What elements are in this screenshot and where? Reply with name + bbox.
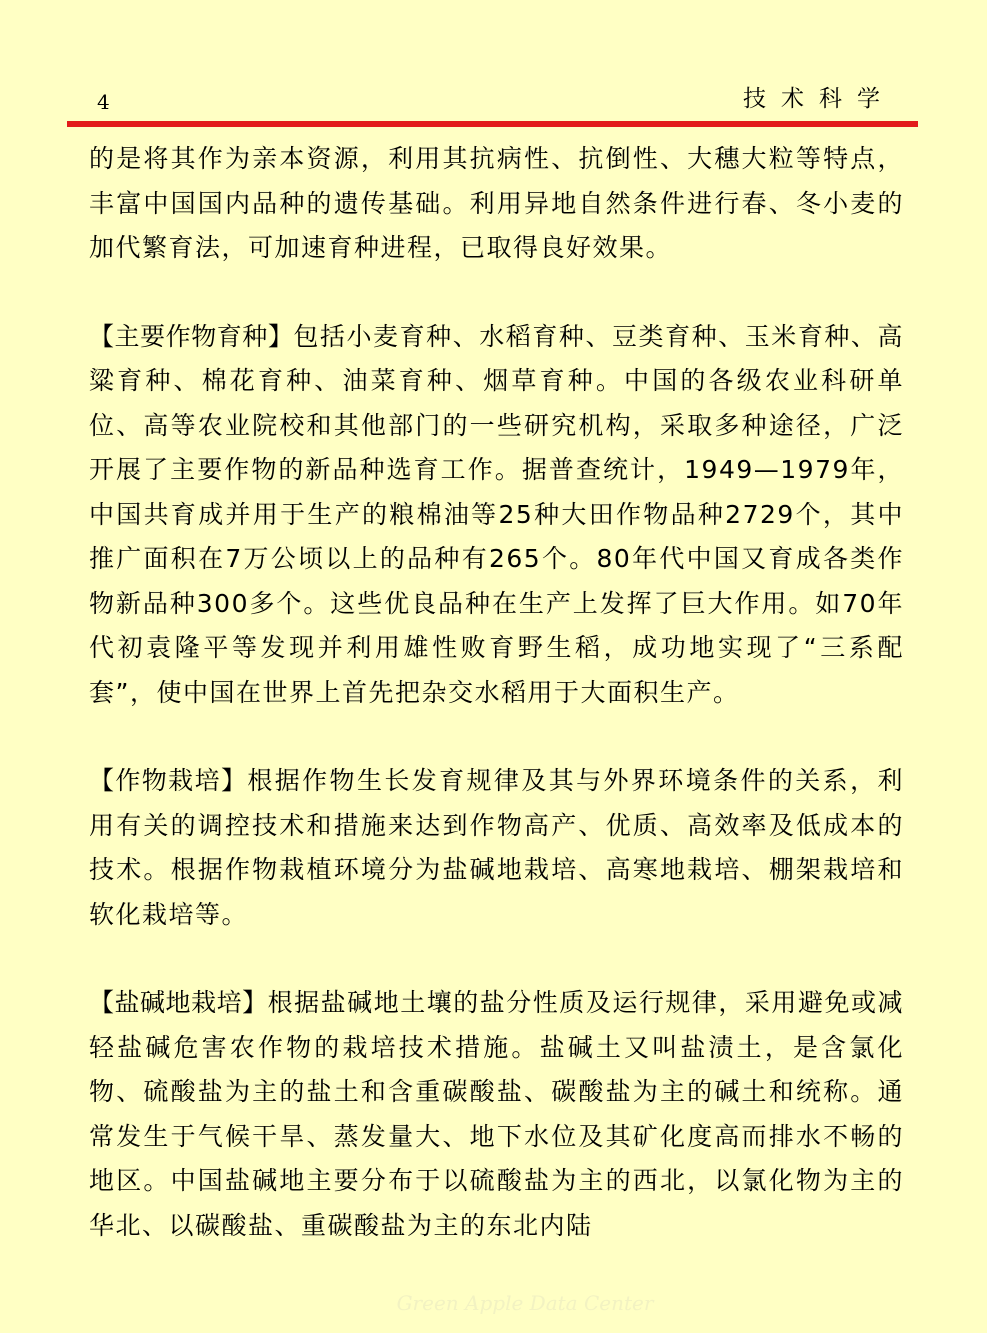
page-body xyxy=(89,137,904,1248)
paragraph-text: 包括小麦育种、水稻育种、豆类育种、玉米育种、高粱育种、棉花育种、油菜育种、烟草育种。中国的各级农业科研单位、高等农业院校和其他部门的一些研究机构，采取多种途径，广泛开展了主要作物的新品种选育工作。据普查统计，1949—1979年，中国共育成并用于生产的粮棉油等25种大田作物品种2729个，其中推广面积在7万公顷以上的品种有265个。80年代中国又育成各类作物新品种300多个。这些优良品种在生产上发挥了巨大作用。如70年代初袁隆平等发现并利用雄性败育野生稻，成功地实现了“三系配套”，使中国在世界上首先把杂交水稻用于大面积生产。 xyxy=(89,321,904,707)
paragraph-term: 【盐碱地栽培】 xyxy=(89,988,268,1017)
running-header: 技术科学 xyxy=(743,86,895,112)
paragraph-text: 根据作物生长发育规律及其与外界环境条件的关系，利用有关的调控技术和措施来达到作物高产、优质、高效率及低成本的技术。根据作物栽植环境分为盐碱地栽培、高寒地栽培、棚架栽培和软化栽培等。 xyxy=(89,766,904,929)
paragraph-crop-cultivation xyxy=(89,759,904,937)
paragraph-continuation xyxy=(89,137,904,271)
paragraph-crop-breeding xyxy=(89,315,904,716)
watermark: Green Apple Data Center xyxy=(396,1291,654,1315)
paragraph-text: 的是将其作为亲本资源，利用其抗病性、抗倒性、大穗大粒等特点，丰富中国国内品种的遗传基础。利用异地自然条件进行春、冬小麦的加代繁育法，可加速育种进程，已取得良好效果。 xyxy=(89,144,904,262)
page-number: 4 xyxy=(97,90,110,114)
header-rule xyxy=(67,121,918,127)
paragraph-term: 【作物栽培】 xyxy=(89,766,248,795)
paragraph-saline-cultivation xyxy=(89,981,904,1248)
paragraph-term: 【主要作物育种】 xyxy=(89,321,294,351)
paragraph-text: 根据盐碱地土壤的盐分性质及运行规律，采用避免或减轻盐碱危害农作物的栽培技术措施。盐碱土又叫盐渍土，是含氯化物、硫酸盐为主的盐土和含重碳酸盐、碳酸盐为主的碱土和统称。通常发生于气候干旱、蒸发量大、地下水位及其矿化度高而排水不畅的地区。中国盐碱地主要分布于以硫酸盐为主的西北，以氯化物为主的华北、以碳酸盐、重碳酸盐为主的东北内陆 xyxy=(89,988,904,1240)
